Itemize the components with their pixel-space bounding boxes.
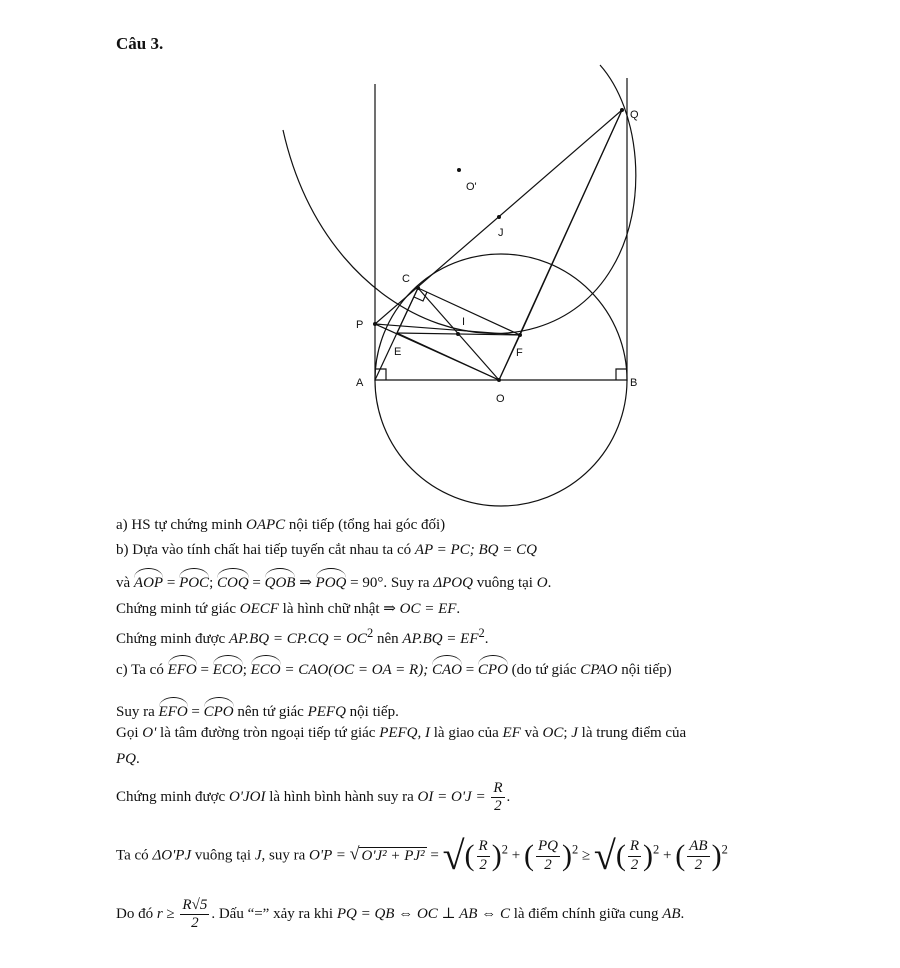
text-line-b4: Chứng minh tứ giác OECF là hình chữ nhật ⇒ OC = EF.: [116, 601, 461, 617]
label-i: I: [462, 316, 466, 328]
segment-eo: [397, 333, 499, 380]
text-line-d: Suy ra EFO = CPO nên tứ giác PEFQ nội tiếp.: [116, 699, 399, 721]
text-line-b2: và AOP = POC; COQ = QOB ⇒ POQ = 90°. Suy ra ΔPOQ vuông tại O.: [116, 570, 551, 592]
segment-pc-a: [375, 288, 418, 380]
label-f: F: [516, 347, 523, 359]
text-line-h: Do đó r ≥ $\frac{R√5}{2}$ . Dấu “=” xảy ra khi PQ = QB ⇔ OC ⊥ AB ⇔ C là điểm chính giữa cung AB.: [116, 897, 685, 932]
dot-q: [620, 108, 624, 112]
label-e: E: [394, 346, 402, 358]
right-angle-b: [616, 369, 627, 380]
label-p: P: [356, 319, 364, 331]
dot-p: [373, 322, 377, 326]
dot-i: [456, 332, 460, 336]
dot-f: [518, 333, 522, 337]
fraction-r-over-2: $\frac{R}{2}$: [493, 780, 503, 815]
circle-o-prime-arc: [283, 65, 636, 333]
text-line-c: c) Ta có EFO = ECO; ECO = CAO(OC = OA = R); CAO = CPO (do tứ giác CPAO nội tiếp): [116, 657, 672, 679]
label-c: C: [402, 273, 410, 285]
label-j: J: [498, 227, 504, 239]
label-o-prime: O': [466, 181, 477, 193]
fraction-r-sqrt5-over-2: $\frac{R√5}{2}$: [182, 897, 208, 932]
text-line-b1: b) Dựa vào tính chất hai tiếp tuyến cắt nhau ta có AP = PC; BQ = CQ: [116, 542, 537, 558]
dot-o-prime: [457, 168, 461, 172]
segment-qo: [499, 110, 622, 380]
text-line-f: Chứng minh được O'JOI là hình bình hành suy ra OI = O'J = $\frac{R}{2}$ .: [116, 780, 511, 815]
label-a: A: [356, 377, 364, 389]
dot-c: [416, 286, 420, 290]
text-line-a: a) HS tự chứng minh OAPC nội tiếp (tổng hai góc đối): [116, 517, 446, 533]
label-o: O: [496, 393, 505, 405]
right-angle-a: [375, 369, 386, 380]
label-q: Q: [630, 109, 639, 121]
text-line-e: Gọi O' là tâm đường tròn ngoại tiếp tứ giác PEFQ, I là giao của EF và OC; J là trung điểm của: [116, 725, 687, 741]
dot-j: [497, 215, 501, 219]
text-line-g: Ta có ΔO'PJ vuông tại J, suy ra O'P = √ O'J² + PJ² = √( $\frac{R}{2}$ )$^2$ + ( $\frac{PQ}{2}$ )$^2$ ≥ √( $\frac{R}{2}$ )$^2$ + ( $\frac{AB}{2}$ )$^2$: [116, 833, 728, 878]
text-line-e2: PQ.: [116, 751, 140, 767]
label-b: B: [630, 377, 638, 389]
question-heading: Câu 3.: [116, 34, 164, 53]
dot-o: [497, 378, 501, 382]
text-line-b5: Chứng minh được $AP.BQ = CP.CQ = OC^2$ nên $AP.BQ = EF^2$.: [116, 626, 489, 647]
